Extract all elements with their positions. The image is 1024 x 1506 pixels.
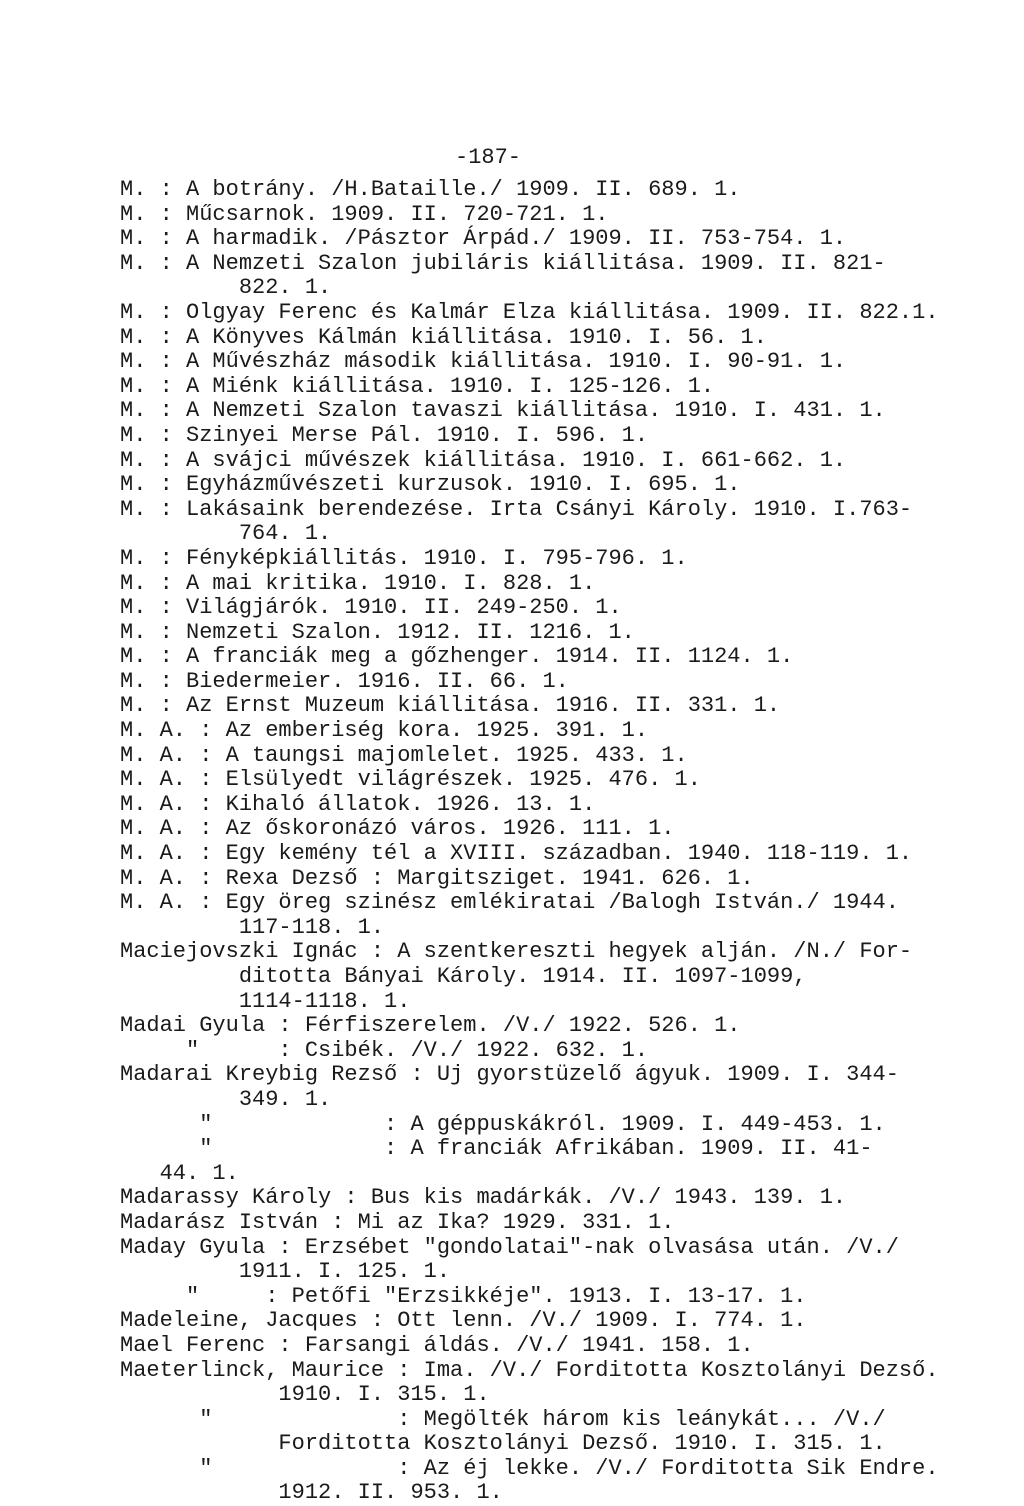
entry-line: 349. 1. (120, 1088, 980, 1113)
entry-line: M. A. : Egy kemény tél a XVIII. században. 1940. 118-119. 1. (120, 842, 980, 867)
entry-line: 764. 1. (120, 522, 980, 547)
bibliography-entry (120, 547, 980, 572)
bibliography-entry (120, 424, 980, 449)
bibliography-entry (120, 375, 980, 400)
bibliography-entry (120, 670, 980, 695)
entry-line: M. : Műcsarnok. 1909. II. 720-721. 1. (120, 203, 980, 228)
bibliography-entry (120, 842, 980, 867)
entry-line: M. A. : A taungsi majomlelet. 1925. 433. 1. (120, 744, 980, 769)
bibliography-entry (120, 1334, 980, 1359)
entry-line: Madarassy Károly : Bus kis madárkák. /V./ 1943. 139. 1. (120, 1186, 980, 1211)
bibliography-entry (120, 1063, 980, 1186)
entry-line: " : Megölték három kis leánykát... /V./ (120, 1408, 980, 1433)
bibliography-entry (120, 498, 980, 547)
entry-line: Mael Ferenc : Farsangi áldás. /V./ 1941. 158. 1. (120, 1334, 980, 1359)
entry-line: M. : Biedermeier. 1916. II. 66. 1. (120, 670, 980, 695)
entry-line: M. : A Nemzeti Szalon tavaszi kiállitása. 1910. I. 431. 1. (120, 399, 980, 424)
bibliography-entry (120, 473, 980, 498)
entry-line: 1911. I. 125. 1. (120, 1260, 980, 1285)
bibliography-entry (120, 793, 980, 818)
bibliography-entry (120, 1309, 980, 1334)
bibliography-entry (120, 867, 980, 892)
entry-line: M. A. : Egy öreg szinész emlékiratai /Balogh István./ 1944. (120, 891, 980, 916)
bibliography-entry (120, 227, 980, 252)
entry-line: " : Csibék. /V./ 1922. 632. 1. (120, 1039, 980, 1064)
bibliography-entry (120, 1186, 980, 1211)
entry-line: Madeleine, Jacques : Ott lenn. /V./ 1909. I. 774. 1. (120, 1309, 980, 1334)
bibliography-entry (120, 572, 980, 597)
bibliography-entry (120, 694, 980, 719)
entry-line: M. : A Nemzeti Szalon jubiláris kiállitása. 1909. II. 821- (120, 252, 980, 277)
entry-line: ditotta Bányai Károly. 1914. II. 1097-1099, (120, 965, 980, 990)
bibliography-entry (120, 744, 980, 769)
entry-line: M. : Lakásaink berendezése. Irta Csányi Károly. 1910. I.763- (120, 498, 980, 523)
entry-line: Madarász István : Mi az Ika? 1929. 331. 1. (120, 1211, 980, 1236)
entry-line: 1114-1118. 1. (120, 990, 980, 1015)
entry-line: M. : Szinyei Merse Pál. 1910. I. 596. 1. (120, 424, 980, 449)
bibliography-entry (120, 768, 980, 793)
bibliography-entry (120, 326, 980, 351)
entry-line: M. : Egyházművészeti kurzusok. 1910. I. 695. 1. (120, 473, 980, 498)
entry-line: Forditotta Kosztolányi Dezső. 1910. I. 315. 1. (120, 1432, 980, 1457)
bibliography-entry (120, 1359, 980, 1506)
entry-line: " : Az éj lekke. /V./ Forditotta Sik Endre. (120, 1457, 980, 1482)
entry-line: Maeterlinck, Maurice : Ima. /V./ Forditotta Kosztolányi Dezső. (120, 1359, 980, 1384)
entry-line: 1912. II. 953. 1. (120, 1481, 980, 1506)
page-number: -187- (455, 145, 521, 170)
entry-line: M. : Olgyay Ferenc és Kalmár Elza kiállitása. 1909. II. 822.1. (120, 301, 980, 326)
entry-line: M. A. : Az emberiség kora. 1925. 391. 1. (120, 719, 980, 744)
entry-line: " : A géppuskákról. 1909. I. 449-453. 1. (120, 1113, 980, 1138)
entry-line: 44. 1. (120, 1162, 980, 1187)
entry-line: " : A franciák Afrikában. 1909. II. 41- (120, 1137, 980, 1162)
entry-line: M. A. : Kihaló állatok. 1926. 13. 1. (120, 793, 980, 818)
bibliography-entry (120, 817, 980, 842)
entry-line: " : Petőfi "Erzsikkéje". 1913. I. 13-17. 1. (120, 1285, 980, 1310)
entry-line: M. : A mai kritika. 1910. I. 828. 1. (120, 572, 980, 597)
entry-line: 1910. I. 315. 1. (120, 1383, 980, 1408)
bibliography-entries (120, 178, 980, 1506)
bibliography-entry (120, 301, 980, 326)
bibliography-entry (120, 203, 980, 228)
entry-line: Maday Gyula : Erzsébet "gondolatai"-nak olvasása után. /V./ (120, 1236, 980, 1261)
bibliography-entry (120, 252, 980, 301)
entry-line: Madai Gyula : Férfiszerelem. /V./ 1922. 526. 1. (120, 1014, 980, 1039)
entry-line: M. : A Miénk kiállitása. 1910. I. 125-126. 1. (120, 375, 980, 400)
bibliography-entry (120, 449, 980, 474)
bibliography-entry (120, 178, 980, 203)
entry-line: Maciejovszki Ignác : A szentkereszti hegyek alján. /N./ For- (120, 940, 980, 965)
entry-line: M. : Fényképkiállitás. 1910. I. 795-796. 1. (120, 547, 980, 572)
bibliography-entry (120, 1211, 980, 1236)
entry-line: M. : A botrány. /H.Bataille./ 1909. II. 689. 1. (120, 178, 980, 203)
bibliography-entry (120, 1236, 980, 1310)
bibliography-entry (120, 399, 980, 424)
bibliography-entry (120, 350, 980, 375)
entry-line: M. : A Könyves Kálmán kiállitása. 1910. I. 56. 1. (120, 326, 980, 351)
bibliography-entry (120, 891, 980, 940)
entry-line: M. : Nemzeti Szalon. 1912. II. 1216. 1. (120, 621, 980, 646)
bibliography-entry (120, 645, 980, 670)
entry-line: 117-118. 1. (120, 916, 980, 941)
entry-line: M. : A Művészház második kiállitása. 1910. I. 90-91. 1. (120, 350, 980, 375)
bibliography-entry (120, 596, 980, 621)
entry-line: M. : Az Ernst Muzeum kiállitása. 1916. II. 331. 1. (120, 694, 980, 719)
entry-line: 822. 1. (120, 276, 980, 301)
entry-line: M. : Világjárók. 1910. II. 249-250. 1. (120, 596, 980, 621)
entry-line: M. : A svájci művészek kiállitása. 1910. I. 661-662. 1. (120, 449, 980, 474)
bibliography-entry (120, 621, 980, 646)
entry-line: M. A. : Az őskoronázó város. 1926. 111. 1. (120, 817, 980, 842)
bibliography-entry (120, 719, 980, 744)
entry-line: M. A. : Elsülyedt világrészek. 1925. 476. 1. (120, 768, 980, 793)
entry-line: M. : A harmadik. /Pásztor Árpád./ 1909. II. 753-754. 1. (120, 227, 980, 252)
entry-line: M. A. : Rexa Dezső : Margitsziget. 1941. 626. 1. (120, 867, 980, 892)
entry-line: M. : A franciák meg a gőzhenger. 1914. II. 1124. 1. (120, 645, 980, 670)
entry-line: Madarai Kreybig Rezső : Uj gyorstüzelő ágyuk. 1909. I. 344- (120, 1063, 980, 1088)
bibliography-entry (120, 1014, 980, 1063)
bibliography-entry (120, 940, 980, 1014)
